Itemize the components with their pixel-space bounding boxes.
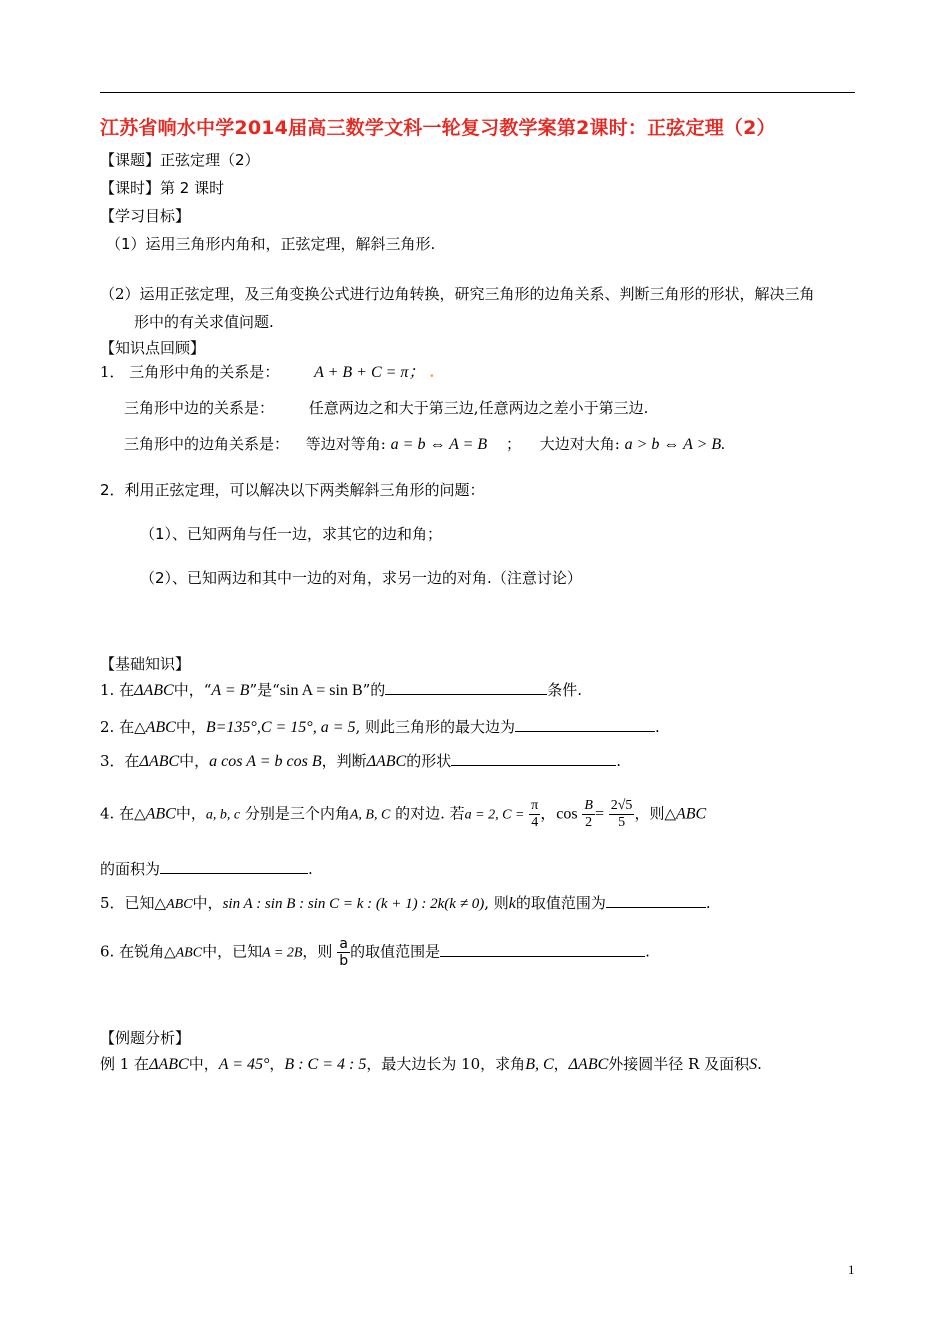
q3-prefix: 3．在: [100, 752, 140, 770]
q6-end: .: [645, 942, 650, 961]
triangle-label: ABC: [145, 719, 176, 736]
q4-text: 中，: [175, 804, 206, 823]
question-4: [100, 798, 706, 838]
q4-text-2: 分别是三个内角: [244, 804, 350, 823]
review-item-4-2: （2）、已知两边和其中一边的对角，求另一边的对角.（注意讨论）: [140, 569, 582, 587]
q6-text: 中，已知: [202, 942, 263, 961]
q4-prefix: 4. 在△: [100, 804, 146, 823]
ex1-end: .: [757, 1055, 762, 1073]
review-3-a-formula: a = b ⇔ A = B: [390, 436, 488, 453]
q3-text: 中，: [179, 752, 210, 770]
goals-header: 【学习目标】: [100, 207, 191, 225]
angle-sum-formula: A + B + C = π；: [314, 364, 425, 381]
q2-end: .: [655, 718, 660, 736]
header-rule: [100, 92, 855, 93]
b-over-2-fraction: [582, 798, 595, 831]
document-title: 江苏省响水中学2014届高三数学文科一轮复习教学案第2课时：正弦定理（2）: [100, 117, 776, 139]
question-6: [100, 936, 650, 969]
q5-end: .: [705, 894, 711, 912]
fraction-numerator: π: [531, 798, 539, 813]
q3-text-3: 的形状: [406, 752, 452, 770]
q4-text-4: ，则△: [634, 804, 676, 823]
q3-formula: a cos A = b cos B: [209, 753, 322, 770]
example-1: [100, 1054, 762, 1075]
q4-cos: ，cos: [540, 805, 578, 823]
question-2: [100, 716, 660, 738]
review-header: 【知识点回顾】: [100, 339, 206, 357]
root5-fraction: [609, 798, 635, 831]
q4-side-vars: a, b, c: [205, 807, 241, 823]
review-3-label: 三角形中的边角关系是：: [124, 435, 290, 453]
review-item-2: [124, 398, 648, 418]
q3-end: .: [616, 752, 622, 770]
review-item-4-1: （1）、已知两角与任一边，求其它的边和角；: [140, 525, 443, 543]
q1-text: 中，“: [173, 681, 212, 699]
triangle-label: ΔABC: [139, 753, 180, 770]
goal-2-line-2: 形中的有关求值问题.: [134, 313, 274, 331]
period-line: 【课时】第 2 课时: [100, 179, 225, 197]
answer-blank[interactable]: [440, 941, 645, 957]
answer-blank[interactable]: [606, 892, 706, 908]
q6-text-3: 的取值范围是: [350, 942, 441, 961]
triangle-label: ABC: [166, 897, 193, 912]
triangle-label: ABC: [675, 805, 707, 823]
ex1-text: 中，: [188, 1055, 219, 1073]
q1-text-2: ”是“: [249, 681, 280, 699]
ex1-formula-2: B : C = 4 : 5: [284, 1056, 367, 1073]
a-over-b-fraction: [337, 936, 350, 969]
fraction-numerator: 2√5: [610, 798, 633, 813]
question-1: [100, 679, 582, 701]
fraction-numerator: a: [337, 936, 350, 953]
q5-text-2: , 则: [484, 894, 509, 912]
review-item-4: 2．利用正弦定理，可以解决以下两类解斜三角形的问题：: [100, 481, 485, 499]
q2-prefix: 2. 在△: [100, 718, 146, 736]
ex1-comma: ，: [269, 1055, 285, 1073]
triangle-label: ΔABC: [366, 753, 407, 770]
q1-formula-1: A = B: [211, 682, 250, 699]
review-3-separator: ；: [505, 435, 521, 453]
review-3-b-formula: a > b ⇔ A > B.: [624, 436, 726, 453]
basics-header: 【基础知识】: [100, 655, 191, 673]
ex1-formula-1: A = 45°: [218, 1056, 270, 1073]
triangle-label: ΔABC: [149, 1056, 189, 1073]
ex1-formula-3: B, C: [525, 1056, 554, 1073]
fraction-denominator: b: [339, 953, 349, 969]
answer-blank[interactable]: [451, 750, 616, 766]
q4-text-3: 的对边. 若: [395, 804, 465, 823]
answer-blank[interactable]: [385, 679, 547, 695]
q4-text-5: 的面积为: [100, 860, 161, 878]
q5-text: 中，: [192, 894, 223, 912]
triangle-label: ΔABC: [568, 1056, 609, 1073]
ex1-text-2: ，最大边长为 10，求角: [366, 1055, 526, 1073]
goal-1: （1）运用三角形内角和，正弦定理，解斜三角形.: [106, 235, 436, 253]
q1-suffix: 条件.: [547, 681, 583, 699]
q6-formula: A = 2B: [262, 945, 303, 961]
q2-text-2: , 则此三角形的最大边为: [355, 718, 516, 736]
marker-dot: .: [429, 363, 435, 381]
q4-end: .: [308, 860, 313, 878]
q6-text-2: ，则: [302, 942, 333, 961]
review-1-label: 1． 三角形中角的关系是：: [100, 363, 280, 381]
q5-formula: sin A : sin B : sin C = k : (k + 1) : 2k(k ≠ 0): [222, 896, 485, 912]
review-2-text: 任意两边之和大于第三边,任意两边之差小于第三边.: [308, 399, 649, 417]
fraction-denominator: 5: [618, 815, 626, 830]
q1-formula-2: sin A = sin B: [279, 682, 363, 699]
fraction-numerator: B: [584, 798, 593, 813]
question-4-continued: [100, 858, 313, 879]
fraction-denominator: 2: [585, 815, 593, 830]
goal-2-line-1: （2）运用正弦定理，及三角变换公式进行边角转换，研究三角形的边角关系、判断三角形的形状，解决三角: [100, 285, 815, 303]
q1-text-3: ”的: [362, 681, 386, 699]
review-3-a: 等边对等角:: [305, 435, 386, 453]
pi-over-4-fraction: [529, 798, 540, 831]
page-number: 1: [848, 1262, 855, 1277]
examples-header: 【例题分析】: [100, 1029, 191, 1047]
topic-line: 【课题】正弦定理（2）: [100, 151, 260, 169]
ex1-area-symbol: S: [749, 1056, 758, 1073]
triangle-label: ABC: [145, 805, 176, 823]
question-3: [100, 750, 621, 772]
review-2-label: 三角形中边的关系是：: [124, 399, 275, 417]
review-3-b: 大边对大角:: [539, 435, 620, 453]
q4-equals: =: [594, 805, 604, 823]
ex1-text-3: 外接圆半径 R 及面积: [608, 1055, 750, 1073]
q4-angle-vars: A, B, C: [349, 807, 391, 823]
q2-text: 中，: [175, 718, 206, 736]
q3-text-2: ，判断: [321, 752, 367, 770]
q5-variable: k: [508, 895, 516, 912]
q5-text-3: 的取值范围为: [515, 894, 606, 912]
ex1-comma-2: ，: [553, 1055, 569, 1073]
answer-blank[interactable]: [515, 716, 655, 732]
q4-formula-1: a = 2, C =: [464, 807, 525, 823]
answer-blank[interactable]: [160, 858, 308, 874]
q2-formula: B=135°,C = 15°, a = 5: [205, 719, 356, 736]
ex1-prefix: 例 1 在: [100, 1055, 150, 1073]
triangle-label: ABC: [175, 945, 203, 961]
question-5: [100, 892, 711, 915]
q6-prefix: 6. 在锐角△: [100, 942, 176, 961]
review-item-3: [124, 434, 725, 455]
q5-prefix: 5．已知△: [100, 894, 167, 912]
triangle-label: ΔABC: [134, 682, 174, 699]
review-item-1: [100, 362, 434, 383]
fraction-denominator: 4: [531, 815, 539, 830]
q1-prefix: 1. 在: [100, 681, 135, 699]
